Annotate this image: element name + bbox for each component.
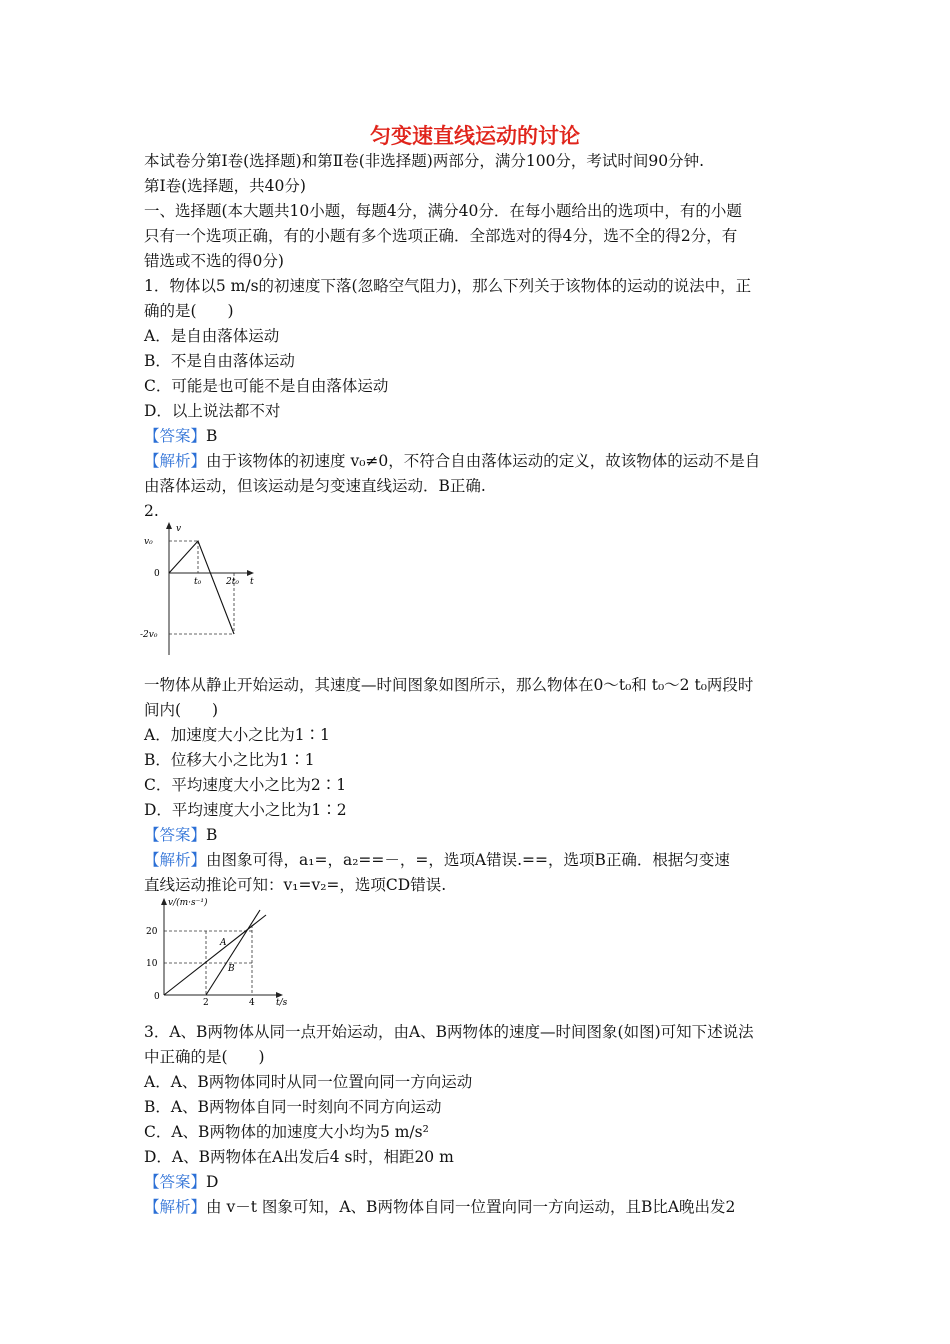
q2-x-tick-t0: t₀	[194, 577, 202, 587]
analysis-label: 【解析】	[144, 851, 207, 869]
q2-y-axis-label: v	[176, 524, 182, 534]
q3-answer	[144, 1172, 218, 1192]
q3-x-axis-label: t/s	[276, 998, 288, 1007]
intro-line: 本试卷分第Ⅰ卷(选择题)和第Ⅱ卷(非选择题)两部分，满分100分，考试时间90分钟.	[144, 152, 705, 170]
q2-option-d: D．平均速度大小之比为1∶2	[144, 801, 347, 819]
q1-option-d: D．以上说法都不对	[144, 402, 281, 420]
analysis-text: 由 v－t 图象可知，A、B两物体自同一位置向同一方向运动，且B比A晚出发2	[206, 1198, 736, 1216]
q1-stem: 1．物体以5 m/s的初速度下落(忽略空气阻力)，那么下列关于该物体的运动的说法中，正	[144, 277, 752, 295]
q2-option-a: A．加速度大小之比为1∶1	[144, 726, 330, 744]
q3-option-b: B．A、B两物体自同一时刻向不同方向运动	[144, 1098, 442, 1116]
q1-analysis-cont: 由落体运动，但该运动是匀变速直线运动．B正确.	[144, 477, 486, 495]
q2-velocity-line	[169, 541, 234, 634]
q2-number: 2.	[144, 502, 159, 520]
q2-y-tick-v0: v₀	[144, 537, 153, 547]
q1-stem: 确的是( )	[144, 302, 234, 320]
q1-answer	[144, 426, 217, 446]
q2-stem: 间内( )	[144, 701, 219, 719]
q3-line-a	[164, 915, 266, 995]
q3-y-arrow	[161, 898, 167, 905]
q2-stem: 一物体从静止开始运动，其速度—时间图象如图所示，那么物体在0～t₀和 t₀～2 t₀两段时	[144, 676, 754, 694]
q1-option-a: A．是自由落体运动	[144, 327, 280, 345]
answer-value: B	[206, 427, 218, 445]
q3-option-d: D．A、B两物体在A出发后4 s时，相距20 m	[144, 1148, 454, 1166]
q3-y-axis-label: v/(m·s⁻¹)	[168, 898, 208, 908]
q1-option-c: C．可能是也可能不是自由落体运动	[144, 377, 389, 395]
analysis-label: 【解析】	[144, 452, 207, 470]
q3-line-a-label: A	[220, 938, 227, 948]
answer-label: 【答案】	[144, 826, 207, 844]
analysis-label: 【解析】	[144, 1198, 207, 1216]
section-instruction: 一、选择题(本大题共10小题，每题4分，满分40分．在每小题给出的选项中，有的小题	[144, 202, 742, 220]
q3-stem: 3．A、B两物体从同一点开始运动，由A、B两物体的速度—时间图象(如图)可知下述说法	[144, 1023, 754, 1041]
q3-velocity-graph	[140, 895, 300, 1007]
answer-label: 【答案】	[144, 427, 207, 445]
answer-label: 【答案】	[144, 1173, 207, 1191]
q3-x-tick-2: 2	[203, 998, 209, 1007]
q1-analysis	[144, 451, 760, 471]
q2-option-b: B．位移大小之比为1∶1	[144, 751, 315, 769]
q2-x-tick-2t0: 2t₀	[226, 577, 239, 587]
q2-analysis	[144, 850, 730, 870]
q1-option-b: B．不是自由落体运动	[144, 352, 295, 370]
analysis-text: 由图象可得，a₁=，a₂==－，=，选项A错误.==，选项B正确．根据匀变速	[206, 851, 730, 869]
analysis-text: 由于该物体的初速度 v₀≠0，不符合自由落体运动的定义，故该物体的运动不是自	[206, 452, 761, 470]
section-instruction: 只有一个选项正确，有的小题有多个选项正确．全部选对的得4分，选不全的得2分，有	[144, 227, 738, 245]
q2-y-tick-0: 0	[154, 569, 160, 579]
q3-x-tick-4: 4	[249, 998, 255, 1007]
q2-y-tick-2v0: -2v₀	[140, 630, 158, 640]
q2-x-axis-label: t	[250, 577, 254, 587]
q3-y-tick-10: 10	[146, 959, 158, 969]
q2-x-arrow	[247, 570, 254, 576]
q3-stem: 中正确的是( )	[144, 1048, 265, 1066]
q2-option-c: C．平均速度大小之比为2∶1	[144, 776, 347, 794]
q3-line-b-label: B	[228, 964, 235, 974]
q2-y-arrow	[166, 522, 172, 529]
q2-answer	[144, 825, 217, 845]
q3-y-tick-20: 20	[146, 927, 158, 937]
q3-y-tick-0: 0	[154, 992, 160, 1002]
answer-value: B	[206, 826, 218, 844]
intro-line: 第Ⅰ卷(选择题，共40分)	[144, 177, 306, 195]
q3-option-c: C．A、B两物体的加速度大小均为5 m/s²	[144, 1123, 429, 1141]
q2-velocity-graph	[140, 520, 270, 660]
section-instruction: 错选或不选的得0分)	[144, 252, 284, 270]
q3-option-a: A．A、B两物体同时从同一位置向同一方向运动	[144, 1073, 473, 1091]
q2-analysis-cont: 直线运动推论可知：v₁=v₂=，选项CD错误.	[144, 876, 447, 894]
answer-value: D	[206, 1173, 219, 1191]
page-title: 匀变速直线运动的讨论	[370, 124, 580, 148]
q3-analysis	[144, 1197, 735, 1217]
